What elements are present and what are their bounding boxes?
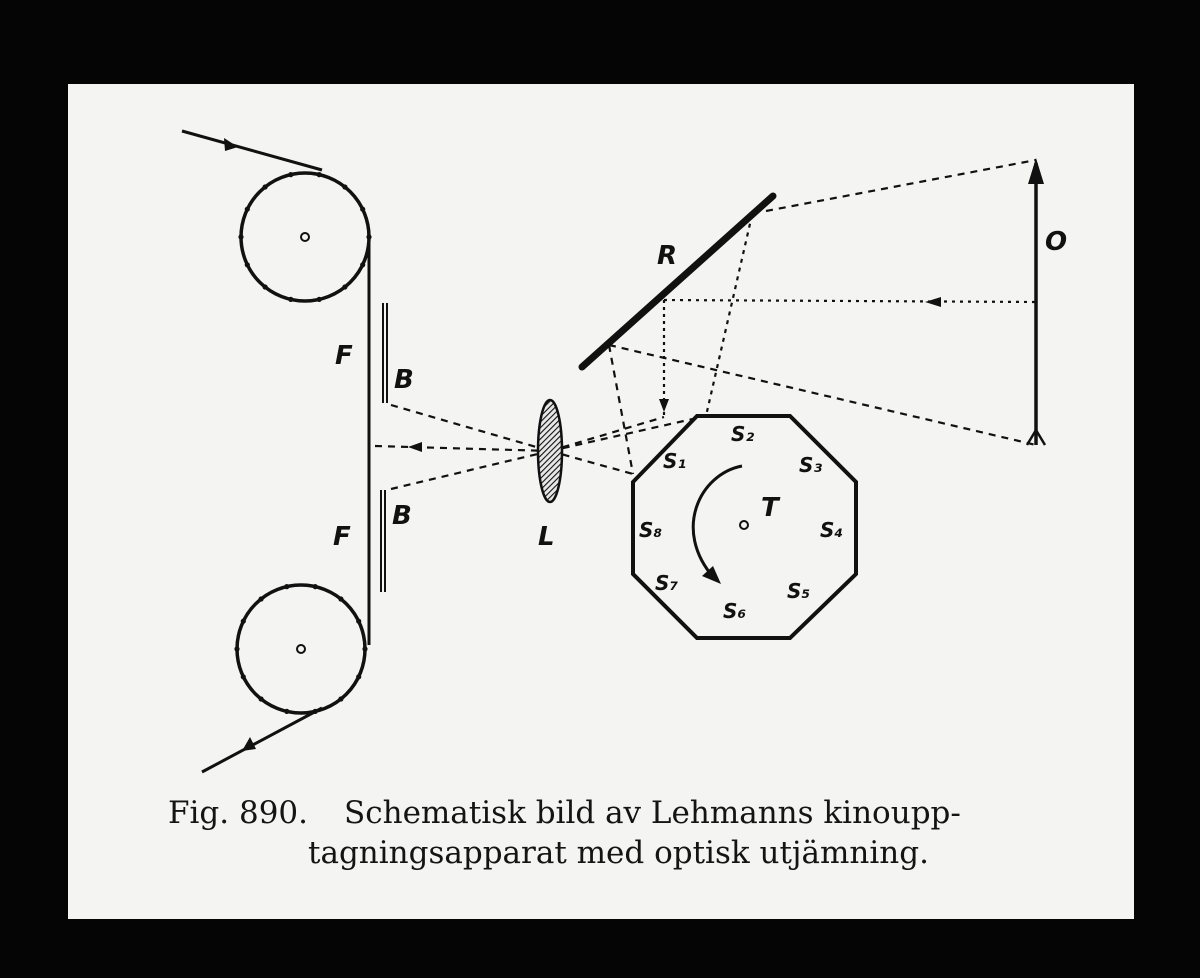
label-face-6: S₆ [723, 599, 747, 623]
sprocket-tooth [245, 262, 250, 267]
label-film-top: F [335, 341, 353, 371]
gate-plates [381, 303, 387, 592]
label-face-1: S₁ [663, 449, 687, 473]
label-face-7: S₇ [655, 571, 679, 595]
sprocket-tooth [360, 207, 365, 212]
sprocket-tooth [360, 262, 365, 267]
sprocket-tooth [288, 172, 293, 177]
sprocket-tooth [342, 184, 347, 189]
sprocket-tooth [362, 646, 367, 651]
mirror [582, 196, 773, 367]
label-face-8: S₈ [639, 518, 663, 542]
label-face-5: S₅ [787, 579, 811, 603]
sprocket-tooth [313, 709, 318, 714]
sprocket-tooth [338, 596, 343, 601]
lens [538, 400, 562, 502]
sprocket-tooth [238, 234, 243, 239]
film-exit-line [202, 708, 322, 772]
label-gate-top: B [394, 365, 414, 395]
sprocket-tooth [356, 674, 361, 679]
object-arrow [1027, 158, 1045, 445]
label-film-bottom: F [333, 522, 351, 552]
sprocket-tooth [317, 297, 322, 302]
sprocket-tooth [284, 584, 289, 589]
sprocket-tooth [338, 696, 343, 701]
sprocket-tooth [317, 172, 322, 177]
figure-caption [168, 793, 1108, 873]
film-entry-line [182, 131, 322, 170]
sprocket-tooth [366, 234, 371, 239]
sprocket-tooth [245, 207, 250, 212]
light-rays [375, 160, 1036, 489]
label-prism: T [761, 493, 779, 523]
ray-arrows [408, 297, 941, 452]
sprocket-tooth [263, 284, 268, 289]
sprocket-tooth [342, 284, 347, 289]
label-object: O [1045, 227, 1068, 257]
bottom-reel [234, 584, 367, 714]
film-path [182, 131, 369, 772]
sprocket-tooth [284, 709, 289, 714]
sprocket-tooth [241, 619, 246, 624]
sprocket-tooth [259, 696, 264, 701]
sprocket-tooth [259, 596, 264, 601]
label-lens: L [538, 522, 555, 552]
label-face-3: S₃ [799, 453, 823, 477]
label-face-4: S₄ [820, 518, 844, 542]
sprocket-tooth [313, 584, 318, 589]
sprocket-tooth [234, 646, 239, 651]
caption-line-1: Schematisk bild av Lehmanns kinoupp- [344, 795, 961, 831]
sprocket-tooth [356, 619, 361, 624]
label-gate-bottom: B [392, 501, 412, 531]
label-mirror: R [657, 241, 678, 271]
figure-number: Fig. 890. [168, 795, 308, 831]
top-reel [238, 172, 371, 302]
sprocket-tooth [288, 297, 293, 302]
label-face-2: S₂ [731, 422, 755, 446]
caption-line-2: tagningsapparat med optisk utjämning. [308, 835, 929, 871]
sprocket-tooth [241, 674, 246, 679]
sprocket-tooth [263, 184, 268, 189]
